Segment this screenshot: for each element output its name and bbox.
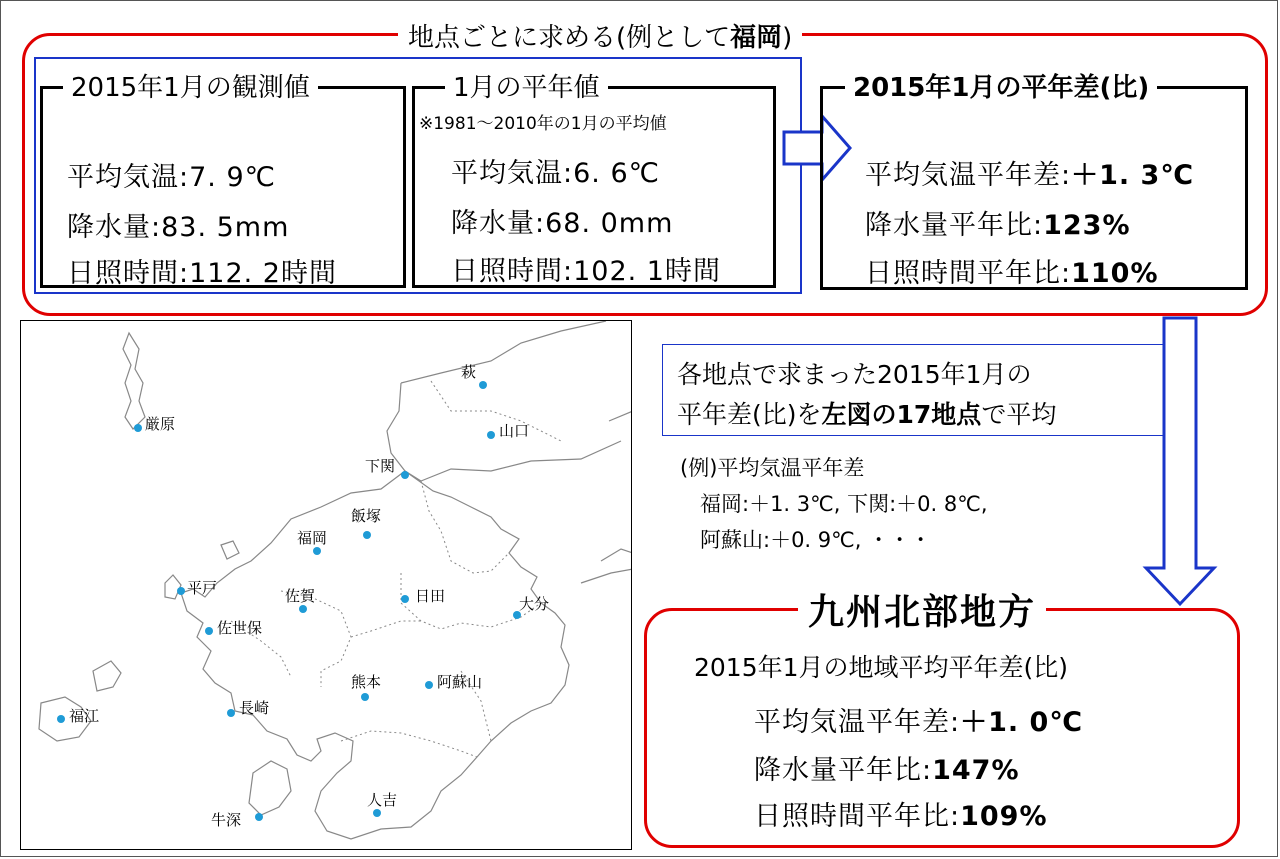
station-label: 山口 [499,422,530,440]
normal-title: 1月の平年値 [445,67,608,104]
averaging-note-line2: 平年差(比)を左図の17地点で平均 [677,400,1057,429]
station-label: 佐世保 [217,619,263,637]
station-label: 牛深 [211,811,242,829]
example-heading: (例)平均気温平年差 [680,456,865,480]
station-dot [313,547,321,555]
observed-box [40,73,406,289]
station-dot [205,627,213,635]
station-label: 人吉 [367,791,398,809]
normal-sunshine: 日照時間:102. 1時間 [451,256,721,287]
station-dot [401,471,409,479]
region-title: 九州北部地方 [798,584,1046,635]
station-label: 厳原 [145,415,176,433]
station-label: 佐賀 [285,587,316,605]
averaging-note-line1: 各地点で求まった2015年1月の [677,360,1032,389]
observed-sunshine: 日照時間:112. 2時間 [67,258,337,289]
station-label: 萩 [461,363,477,381]
station-dot [363,531,371,539]
anomaly-title: 2015年1月の平年差(比) [845,67,1157,104]
station-label: 平戸 [187,579,218,597]
station-label: 飯塚 [351,507,382,525]
station-dot [255,813,263,821]
station-dot [425,681,433,689]
normal-precip: 降水量:68. 0mm [451,208,674,239]
station-label: 熊本 [351,673,382,691]
region-sunshine: 日照時間平年比:109% [754,801,1048,832]
map-outline [21,321,632,850]
station-calculation-title: 地点ごとに求める(例として福岡) [398,17,802,54]
station-label: 大分 [519,595,550,613]
station-label: 福江 [69,707,100,725]
observed-temp: 平均気温:7. 9℃ [67,162,276,193]
station-label: 下関 [365,457,396,475]
anomaly-sunshine: 日照時間平年比:110% [865,258,1159,289]
example-line1: 福岡:＋1. 3℃, 下関:＋0. 8℃, [700,492,988,516]
station-dot [57,715,65,723]
station-label: 日田 [415,587,446,605]
station-label: 福岡 [297,529,328,547]
station-dot [373,809,381,817]
region-subtitle: 2015年1月の地域平均平年差(比) [694,653,1069,682]
station-dot [361,693,369,701]
example-line2: 阿蘇山:＋0. 9℃, ・・・ [700,528,932,552]
station-label: 長崎 [239,699,270,717]
observed-precip: 降水量:83. 5mm [67,212,290,243]
station-dot [134,424,142,432]
averaging-note-box [662,344,1178,436]
region-temp: 平均気温平年差:＋1. 0℃ [754,707,1084,738]
station-dot [401,595,409,603]
station-dot [227,709,235,717]
anomaly-box [820,73,1248,290]
down-arrow-icon [1142,316,1218,608]
normal-note: ※1981～2010年の1月の平均値 [419,114,667,134]
station-dot [299,605,307,613]
station-label: 阿蘇山 [437,673,483,691]
station-dot [479,381,487,389]
region-precip: 降水量平年比:147% [754,755,1020,786]
normal-box [412,73,776,288]
kyushu-station-map [20,320,632,850]
station-dot [177,587,185,595]
normal-temp: 平均気温:6. 6℃ [451,158,660,189]
anomaly-precip: 降水量平年比:123% [865,210,1131,241]
station-dot [487,431,495,439]
observed-title: 2015年1月の観測値 [63,67,318,104]
anomaly-temp: 平均気温平年差:＋1. 3℃ [865,160,1195,191]
